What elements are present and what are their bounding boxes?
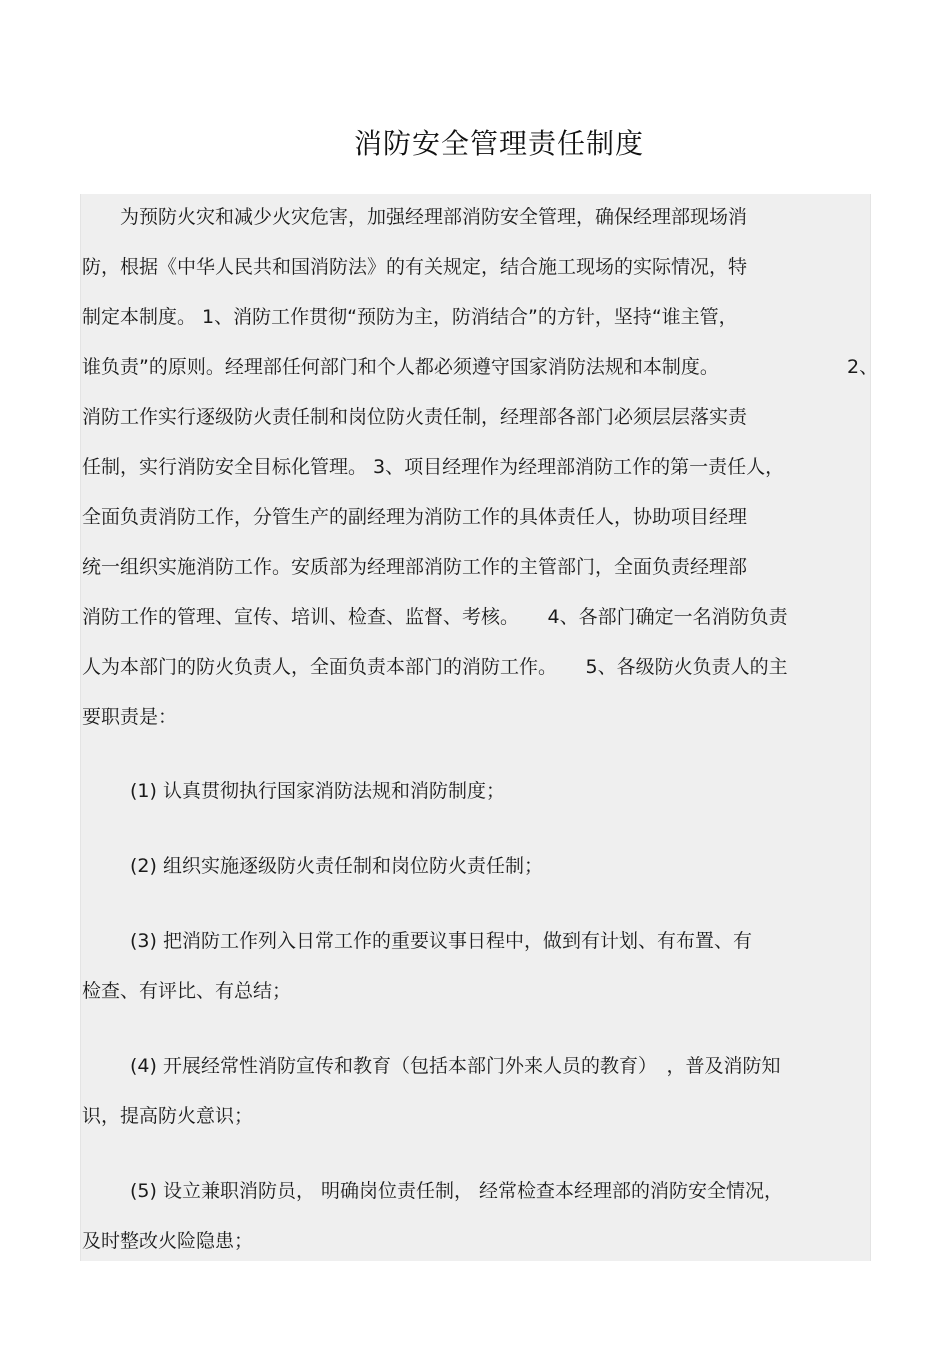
paragraph-line [82, 352, 879, 382]
paragraph-line: 消防工作的管理、宣传、培训、检查、监督、考核。 4、各部门确定一名消防负责 [82, 606, 788, 628]
duty-item-5-continued: 及时整改火险隐患； [82, 1230, 254, 1252]
duty-item-2: (2) 组织实施逐级防火责任制和岗位防火责任制； [130, 855, 543, 877]
duty-item-4-continued: 识，提高防火意识； [82, 1105, 254, 1127]
document-title: 消防安全管理责任制度 [353, 127, 644, 160]
clause-number: 2、 [847, 356, 879, 378]
paragraph-line: 为预防火灾和减少火灾危害，加强经理部消防安全管理，确保经理部现场消 [120, 206, 748, 228]
duty-item-4: (4) 开展经常性消防宣传和教育（包括本部门外来人员的教育） ，普及消防知 [130, 1055, 781, 1077]
duty-item-3: (3) 把消防工作列入日常工作的重要议事日程中，做到有计划、有布置、有 [130, 930, 752, 952]
paragraph-line: 要职责是： [82, 706, 178, 728]
duty-item-5: (5) 设立兼职消防员， 明确岗位责任制， 经常检查本经理部的消防安全情况， [130, 1180, 784, 1202]
paragraph-line: 人为本部门的防火负责人，全面负责本部门的消防工作。 5、各级防火负责人的主 [82, 656, 788, 678]
paragraph-line: 任制，实行消防安全目标化管理。 3、项目经理作为经理部消防工作的第一责任人， [82, 456, 785, 478]
paragraph-line: 全面负责消防工作，分管生产的副经理为消防工作的具体责任人，协助项目经理 [82, 506, 748, 528]
paragraph-line: 制定本制度。 1、消防工作贯彻“预防为主，防消结合”的方针，坚持“谁主管， [82, 306, 738, 328]
paragraph-line-text: 谁负责”的原则。经理部任何部门和个人都必须遵守国家消防法规和本制度。 [82, 356, 719, 378]
paragraph-line: 消防工作实行逐级防火责任制和岗位防火责任制，经理部各部门必须层层落实责 [82, 406, 748, 428]
duty-item-1: (1) 认真贯彻执行国家消防法规和消防制度； [130, 780, 505, 802]
paragraph-line: 统一组织实施消防工作。安质部为经理部消防工作的主管部门，全面负责经理部 [82, 556, 748, 578]
duty-item-3-continued: 检查、有评比、有总结； [82, 980, 292, 1002]
paragraph-line: 防，根据《中华人民共和国消防法》的有关规定，结合施工现场的实际情况，特 [82, 256, 748, 278]
